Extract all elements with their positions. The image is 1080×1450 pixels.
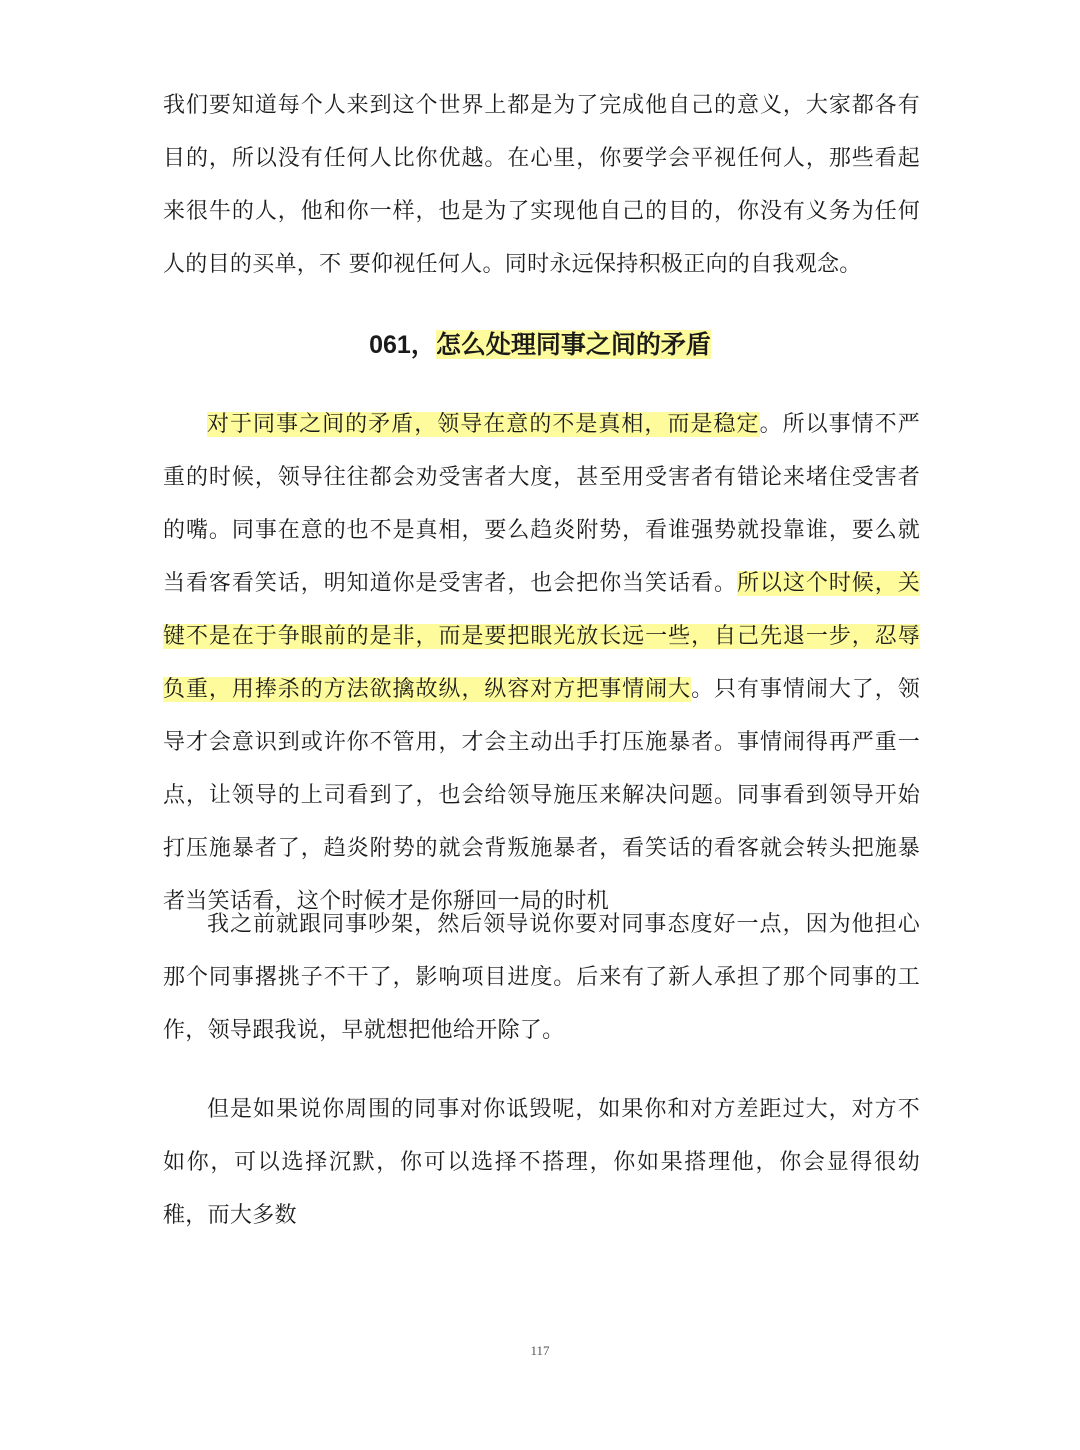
- paragraph-1: [163, 398, 920, 928]
- highlight-1: 对于同事之间的矛盾，领导在意的不是真相，而是稳定: [207, 412, 760, 437]
- section-number: 061，: [369, 331, 436, 359]
- section-title-text: 怎么处理同事之间的矛盾: [435, 330, 711, 359]
- paragraph-3-text: 但是如果说你周围的同事对你诋毁呢，如果你和对方差距过大，对方不如你，可以选择沉默，你可以选择不搭理，你如果搭理他，你会显得很幼稚，而大多数: [163, 1097, 920, 1228]
- highlight-2: 所以这个时候，关键不是在于争眼前的是非，而是要把眼光放长远一些，自己先退一步，忍辱负重，用捧杀的方法欲擒故纵，纵容对方把事情闹大: [163, 571, 920, 702]
- section-title: [0, 323, 1080, 367]
- paragraph-2-text: 我之前就跟同事吵架，然后领导说你要对同事态度好一点，因为他担心那个同事撂挑子不干了，影响项目进度。后来有了新人承担了那个同事的工作，领导跟我说，早就想把他给开除了。: [163, 912, 920, 1043]
- paragraph-1-text-b: 。只有事情闹大了，领导才会意识到或许你不管用，才会主动出手打压施暴者。事情闹得再严重一点，让领导的上司看到了，也会给领导施压来解决问题。同事看到领导开始打压施暴者了，趋炎附势的就会背叛施暴者，看笑话的看客就会转头把施暴者当笑话看，这个时候才是你掰回一局的时机: [163, 677, 920, 914]
- paragraph-1-text-a: 。所以事情不严重的时候，领导往往都会劝受害者大度，甚至用受害者有错论来堵住受害者的嘴。同事在意的也不是真相，要么趋炎附势，看谁强势就投靠谁，要么就当看客看笑话，明知道你是受害者，也会把你当笑话看。: [163, 412, 921, 596]
- page-number: 117: [530, 1343, 550, 1358]
- paragraph-3: [163, 1083, 920, 1242]
- paragraph-2: [163, 898, 920, 1057]
- intro-paragraph: [163, 79, 920, 291]
- intro-text: 我们要知道每个人来到这个世界上都是为了完成他自己的意义，大家都各有目的，所以没有任何人比你优越。在心里，你要学会平视任何人，那些看起来很牛的人，他和你一样，也是为了实现他自己的目的，你没有义务为任何人的目的买单，不 要仰视任何人。同时永远保持积极正向的自我观念。: [163, 93, 920, 277]
